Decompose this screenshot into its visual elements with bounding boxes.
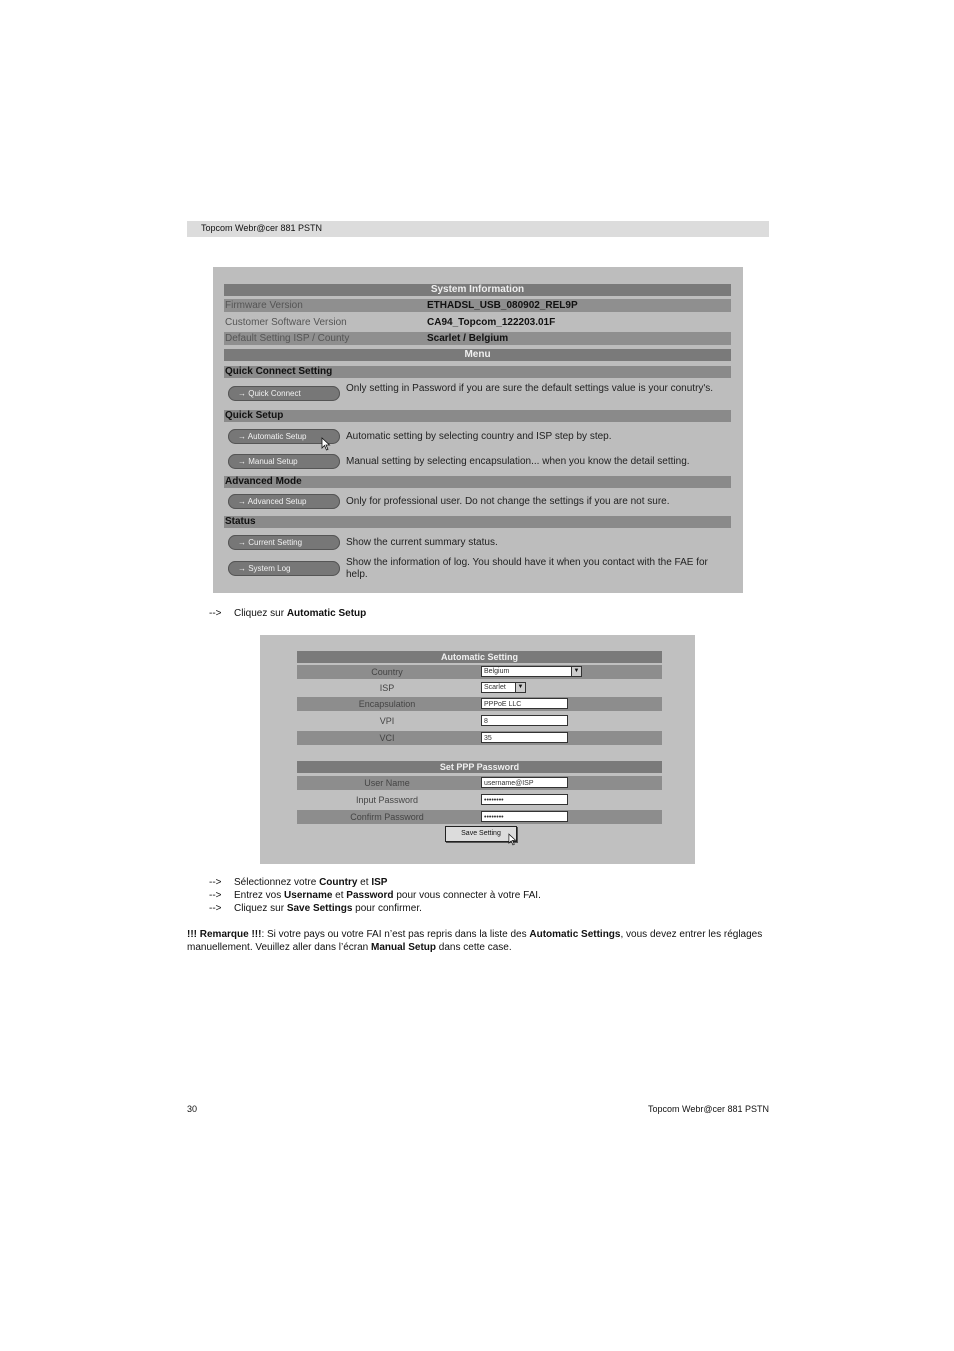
footer-title: Topcom Webr@cer 881 PSTN <box>647 1104 769 1114</box>
caption-text: Cliquez sur <box>234 608 287 619</box>
page-number: 30 <box>187 1104 198 1114</box>
arrow-marker: --> <box>209 903 222 914</box>
info-label: Default Setting ISP / County <box>225 333 350 344</box>
automatic-setup-button[interactable]: → Automatic Setup <box>228 429 340 444</box>
section-title-quick-setup: Quick Setup <box>225 410 284 421</box>
chevron-down-icon: ▼ <box>515 683 525 692</box>
bold-text: Password <box>346 890 394 901</box>
text: dans cette case. <box>436 942 512 953</box>
main-menu-screenshot <box>213 267 743 593</box>
text: pour confirmer. <box>352 903 422 914</box>
save-setting-button[interactable]: Save Setting <box>445 826 517 842</box>
section-title-quick-connect: Quick Connect Setting <box>225 366 333 377</box>
encapsulation-input[interactable]: PPPoE LLC <box>481 698 568 709</box>
chevron-down-icon: ▼ <box>571 667 581 676</box>
field-label: Encapsulation <box>358 699 416 709</box>
info-label: Firmware Version <box>225 300 303 311</box>
field-label: User Name <box>364 778 410 788</box>
instruction-line-3 <box>209 903 422 915</box>
bold-text: Username <box>284 890 333 901</box>
automatic-setup-desc: Automatic setting by selecting country and ISP step by step. <box>346 431 612 442</box>
field-row-isp <box>297 681 662 695</box>
caption-click-automatic <box>209 608 366 620</box>
info-row-customer-software <box>224 316 731 329</box>
field-row-encapsulation <box>297 697 662 711</box>
text: , vous devez entrer les réglages manuellement. Veuillez aller dans l’écran <box>187 929 763 953</box>
text: pour vous connecter à votre FAI. <box>393 890 541 901</box>
country-select[interactable] <box>481 666 582 677</box>
text: et <box>332 890 347 901</box>
vci-input[interactable]: 35 <box>481 732 568 743</box>
info-value: CA94_Topcom_122203.01F <box>427 317 556 328</box>
text: et <box>357 877 372 888</box>
bold-text: Country <box>319 877 358 888</box>
manual-setup-desc: Manual setting by selecting encapsulation... when you know the detail setting. <box>346 456 690 467</box>
instruction-line-1 <box>209 877 387 889</box>
field-label: VPI <box>379 716 395 726</box>
current-setting-button[interactable]: → Current Setting <box>228 535 340 550</box>
section-bar <box>224 516 731 528</box>
field-row-username <box>297 776 662 790</box>
info-row-firmware <box>224 299 731 312</box>
text: Cliquez sur <box>234 903 287 914</box>
info-value: Scarlet / Belgium <box>427 333 509 344</box>
current-setting-desc: Show the current summary status. <box>346 537 498 548</box>
confirm-password-input[interactable]: •••••••• <box>481 811 568 822</box>
automatic-setting-header: Automatic Setting <box>297 651 662 663</box>
text: Sélectionnez votre <box>234 877 320 888</box>
select-value: Belgium <box>484 668 510 675</box>
instruction-line-2 <box>209 890 541 902</box>
field-label: VCI <box>379 733 395 743</box>
field-row-vci <box>297 731 662 745</box>
section-title-advanced-mode: Advanced Mode <box>225 476 302 487</box>
quick-connect-button[interactable]: → Quick Connect <box>228 386 340 401</box>
arrow-marker: --> <box>209 877 222 888</box>
vpi-input[interactable]: 8 <box>481 715 568 726</box>
info-label: Customer Software Version <box>225 317 347 328</box>
section-title-status: Status <box>225 516 256 527</box>
mouse-cursor-icon <box>508 833 517 846</box>
bold-text: ISP <box>371 877 388 888</box>
arrow-marker: --> <box>209 608 222 619</box>
automatic-setting-screenshot <box>260 635 695 864</box>
select-value: Scarlet <box>484 684 506 691</box>
field-row-vpi <box>297 714 662 728</box>
username-input[interactable]: username@ISP <box>481 777 568 788</box>
section-bar <box>224 410 731 422</box>
field-label: Input Password <box>355 795 419 805</box>
field-row-input-password <box>297 793 662 807</box>
advanced-setup-button[interactable]: → Advanced Setup <box>228 494 340 509</box>
info-row-default-setting <box>224 332 731 345</box>
remark-paragraph <box>187 928 772 954</box>
quick-connect-desc: Only setting in Password if you are sure the default settings value is your conutry's. <box>346 383 714 394</box>
system-log-desc: Show the information of log. You should have it when you contact with the FAE for help. <box>346 557 708 580</box>
text: : Si votre pays ou votre FAI n’est pas repris dans la liste des <box>261 929 530 940</box>
header-title: Topcom Webr@cer 881 PSTN <box>201 223 323 233</box>
isp-select[interactable] <box>481 682 526 693</box>
system-info-header: System Information <box>224 284 731 296</box>
field-row-country <box>297 665 662 679</box>
system-log-button[interactable]: → System Log <box>228 561 340 576</box>
arrow-marker: --> <box>209 890 222 901</box>
remark-label: !!! Remarque !!! <box>187 929 262 940</box>
field-row-confirm-password <box>297 810 662 824</box>
bold-text: Save Settings <box>286 903 353 914</box>
caption-bold: Automatic Setup <box>286 608 367 619</box>
advanced-setup-desc: Only for professional user. Do not change the settings if you are not sure. <box>346 496 670 507</box>
manual-setup-button[interactable]: → Manual Setup <box>228 454 340 469</box>
info-value: ETHADSL_USB_080902_REL9P <box>427 300 578 311</box>
mouse-cursor-icon <box>321 437 331 451</box>
field-label: Country <box>371 667 403 677</box>
password-input[interactable]: •••••••• <box>481 794 568 805</box>
text: Entrez vos <box>234 890 285 901</box>
field-label: Confirm Password <box>350 812 424 822</box>
bold-text: Manual Setup <box>371 942 437 953</box>
ppp-password-header: Set PPP Password <box>297 761 662 773</box>
bold-text: Automatic Settings <box>529 929 621 940</box>
menu-header: Menu <box>224 349 731 361</box>
field-label: ISP <box>379 683 395 693</box>
